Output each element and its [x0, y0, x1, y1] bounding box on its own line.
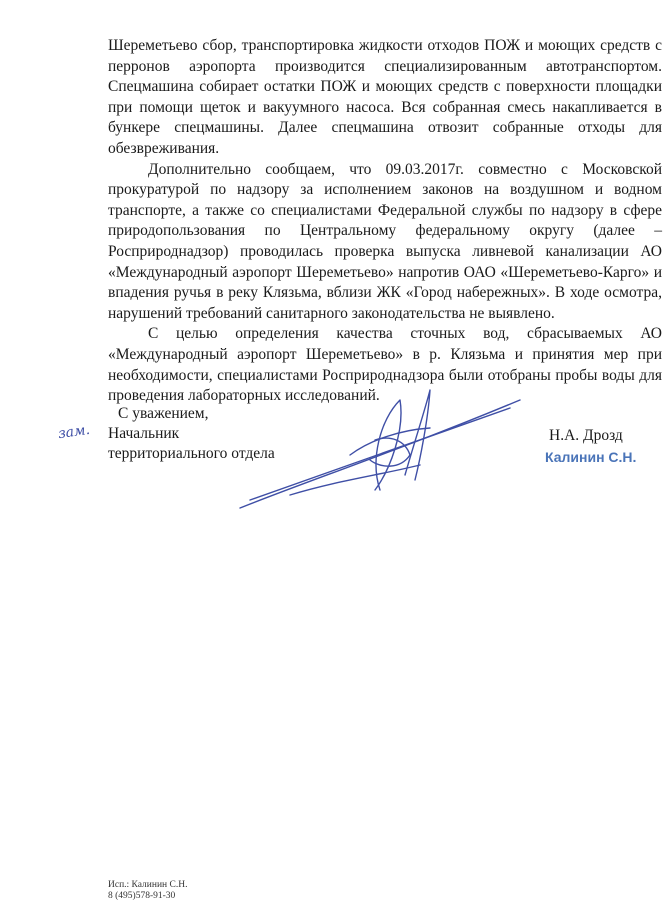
stamp-name: Калинин С.Н.	[545, 449, 637, 465]
footer-executor: Исп.: Калинин С.Н.	[108, 880, 188, 890]
letter-body	[108, 36, 662, 407]
closing-position: Начальник	[108, 425, 180, 442]
footer-executor-block	[108, 880, 187, 902]
closing-department: территориального отдела	[108, 445, 275, 462]
footer-phone: 8 (495)578-91-30	[108, 891, 176, 901]
closing-regards: С уважением,	[118, 405, 209, 422]
paragraph-water-samples: С целью определения качества сточных вод, сбрасываемых АО «Международный аэропорт Шереметьево» в р. Клязьма и принятия мер при необходимости, специалистами Росприроднадзора были отобраны пробы воды для проведения лабораторных исследований.	[108, 325, 662, 405]
signature-icon	[230, 380, 530, 520]
paragraph-continuation: Шереметьево сбор, транспортировка жидкости отходов ПОЖ и моющих средств с перронов аэропорта производится специализированным автотранспортом. Спецмашина собирает остатки ПОЖ и моющих средств с поверхности площадки при помощи щеток и вакуумного насоса. Вся собранная смесь накапливается в бункере спецмашины. Далее спецмашина отвозит собранные отходы для обезвреживания.	[108, 37, 662, 157]
paragraph-inspection: Дополнительно сообщаем, что 09.03.2017г. совместно с Московской прокуратурой по надзору за исполнением законов на воздушном и водном транспорте, а также со специалистами Федеральной службы по надзору в сфере природопользования по Центральному федеральному округу (далее – Росприроднадзор) проводилась проверка выпуска ливневой канализации АО «Международный аэропорт Шереметьево» напротив ОАО «Шереметьево-Карго» и впадения ручья в реку Клязьма, вблизи ЖК «Город набережных». В ходе осмотра, нарушений требований санитарного законодательства не выявлено.	[108, 160, 662, 322]
handwritten-note: зам.	[57, 421, 92, 443]
signer-name: Н.А. Дрозд	[549, 427, 623, 444]
